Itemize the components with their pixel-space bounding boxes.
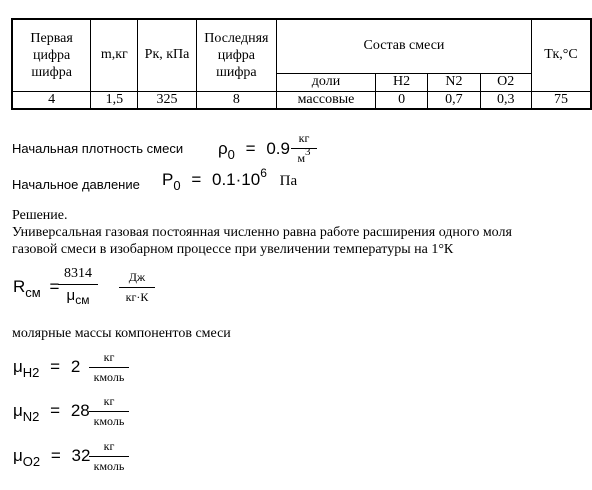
mu-h2-unit-num: кг bbox=[103, 350, 115, 364]
mu-o2-unit-den: кмоль bbox=[93, 459, 125, 473]
mu-h2-unit bbox=[89, 350, 129, 385]
table-row bbox=[12, 91, 591, 109]
r-unit-num: Дж bbox=[128, 270, 146, 284]
mu-h2-unit-den: кмоль bbox=[93, 370, 125, 384]
header-o2: O2 bbox=[480, 73, 531, 91]
cell-temperature: 75 bbox=[531, 91, 591, 109]
pressure-equals: = bbox=[191, 170, 202, 189]
header-h2: H2 bbox=[375, 73, 427, 91]
mu-n2-symbol: μ bbox=[13, 401, 23, 420]
r-unit-den: кг·К bbox=[125, 290, 149, 304]
solution-line-1: Универсальная газовая постоянная численно равна работе расширения одного моля bbox=[12, 225, 512, 240]
density-value: 0.9 bbox=[266, 139, 290, 158]
data-table bbox=[11, 18, 592, 110]
mu-n2-value: 28 bbox=[70, 401, 90, 420]
mu-n2-unit-num: кг bbox=[103, 394, 115, 408]
mu-h2-equals: = bbox=[50, 357, 61, 376]
header-first-digit-line-2: цифра bbox=[32, 47, 71, 63]
cell-mass: 1,5 bbox=[91, 91, 138, 109]
pressure-formula bbox=[162, 166, 298, 193]
r-unit bbox=[119, 270, 155, 305]
density-formula bbox=[218, 139, 290, 162]
mu-h2-value: 2 bbox=[70, 357, 81, 376]
r-symbol: R bbox=[13, 277, 26, 296]
molar-o2-formula bbox=[13, 446, 91, 469]
cell-o2: 0,3 bbox=[480, 91, 531, 109]
r-den-symbol: μ bbox=[66, 287, 76, 304]
header-pressure: Рк, кПа bbox=[138, 19, 196, 91]
cell-n2: 0,7 bbox=[428, 91, 480, 109]
mu-o2-equals: = bbox=[50, 446, 61, 465]
density-label: Начальная плотность смеси bbox=[12, 141, 184, 156]
mu-n2-equals: = bbox=[50, 401, 61, 420]
header-n2: N2 bbox=[428, 73, 480, 91]
solution-heading: Решение. bbox=[12, 208, 68, 223]
mu-o2-unit bbox=[89, 439, 129, 474]
density-symbol: ρ bbox=[218, 139, 228, 158]
r-denominator bbox=[58, 285, 98, 307]
header-temperature: Тк,°С bbox=[531, 19, 591, 91]
header-mass: m,кг bbox=[91, 19, 138, 91]
header-first-digit-line-1: Первая bbox=[30, 30, 73, 46]
mu-o2-unit-num: кг bbox=[103, 439, 115, 453]
molar-n2-formula bbox=[13, 401, 90, 424]
mu-o2-symbol: μ bbox=[13, 446, 23, 465]
header-last-digit bbox=[196, 19, 276, 91]
density-unit-num: кг bbox=[298, 131, 310, 145]
r-fraction bbox=[58, 266, 98, 307]
cell-first-digit: 4 bbox=[12, 91, 91, 109]
header-last-digit-line-1: Последняя bbox=[204, 30, 269, 46]
header-first-digit-line-3: шифра bbox=[31, 64, 72, 80]
r-formula bbox=[13, 277, 60, 300]
density-unit-exp: 3 bbox=[305, 146, 311, 158]
cell-fractions: массовые bbox=[277, 91, 376, 109]
r-equals: = bbox=[49, 277, 60, 296]
mu-h2-sub: H2 bbox=[22, 365, 40, 380]
pressure-value: 0.1·10 bbox=[211, 170, 261, 189]
r-den-sub: см bbox=[75, 293, 90, 307]
header-last-digit-line-2: цифра bbox=[217, 47, 255, 63]
header-composition: Состав смеси bbox=[277, 19, 532, 73]
pressure-label: Начальное давление bbox=[12, 177, 140, 192]
mu-n2-unit-den: кмоль bbox=[93, 414, 125, 428]
mu-o2-value: 32 bbox=[71, 446, 91, 465]
mu-n2-unit bbox=[89, 394, 129, 429]
density-unit bbox=[291, 131, 317, 166]
pressure-symbol: P bbox=[162, 170, 174, 189]
pressure-exp: 6 bbox=[260, 166, 267, 180]
r-sub: см bbox=[25, 285, 41, 300]
molar-h2-formula bbox=[13, 357, 81, 380]
mu-n2-sub: N2 bbox=[22, 409, 40, 424]
header-last-digit-line-3: шифра bbox=[216, 64, 257, 80]
cell-pressure: 325 bbox=[138, 91, 196, 109]
cell-h2: 0 bbox=[375, 91, 427, 109]
mu-h2-symbol: μ bbox=[13, 357, 23, 376]
header-fractions: доли bbox=[277, 73, 376, 91]
mu-o2-sub: O2 bbox=[22, 454, 41, 469]
density-unit-den-base: м bbox=[297, 151, 306, 165]
cell-last-digit: 8 bbox=[196, 91, 276, 109]
pressure-sub: 0 bbox=[173, 178, 181, 193]
header-first-digit bbox=[12, 19, 91, 91]
molar-label: молярные массы компонентов смеси bbox=[12, 326, 231, 341]
solution-line-2: газовой смеси в изобарном процессе при увеличении температуры на 1°К bbox=[12, 242, 454, 257]
density-unit-den bbox=[291, 146, 317, 166]
density-equals: = bbox=[245, 139, 256, 158]
pressure-unit: Па bbox=[279, 173, 298, 189]
r-numerator: 8314 bbox=[64, 266, 92, 281]
density-sub: 0 bbox=[227, 147, 235, 162]
